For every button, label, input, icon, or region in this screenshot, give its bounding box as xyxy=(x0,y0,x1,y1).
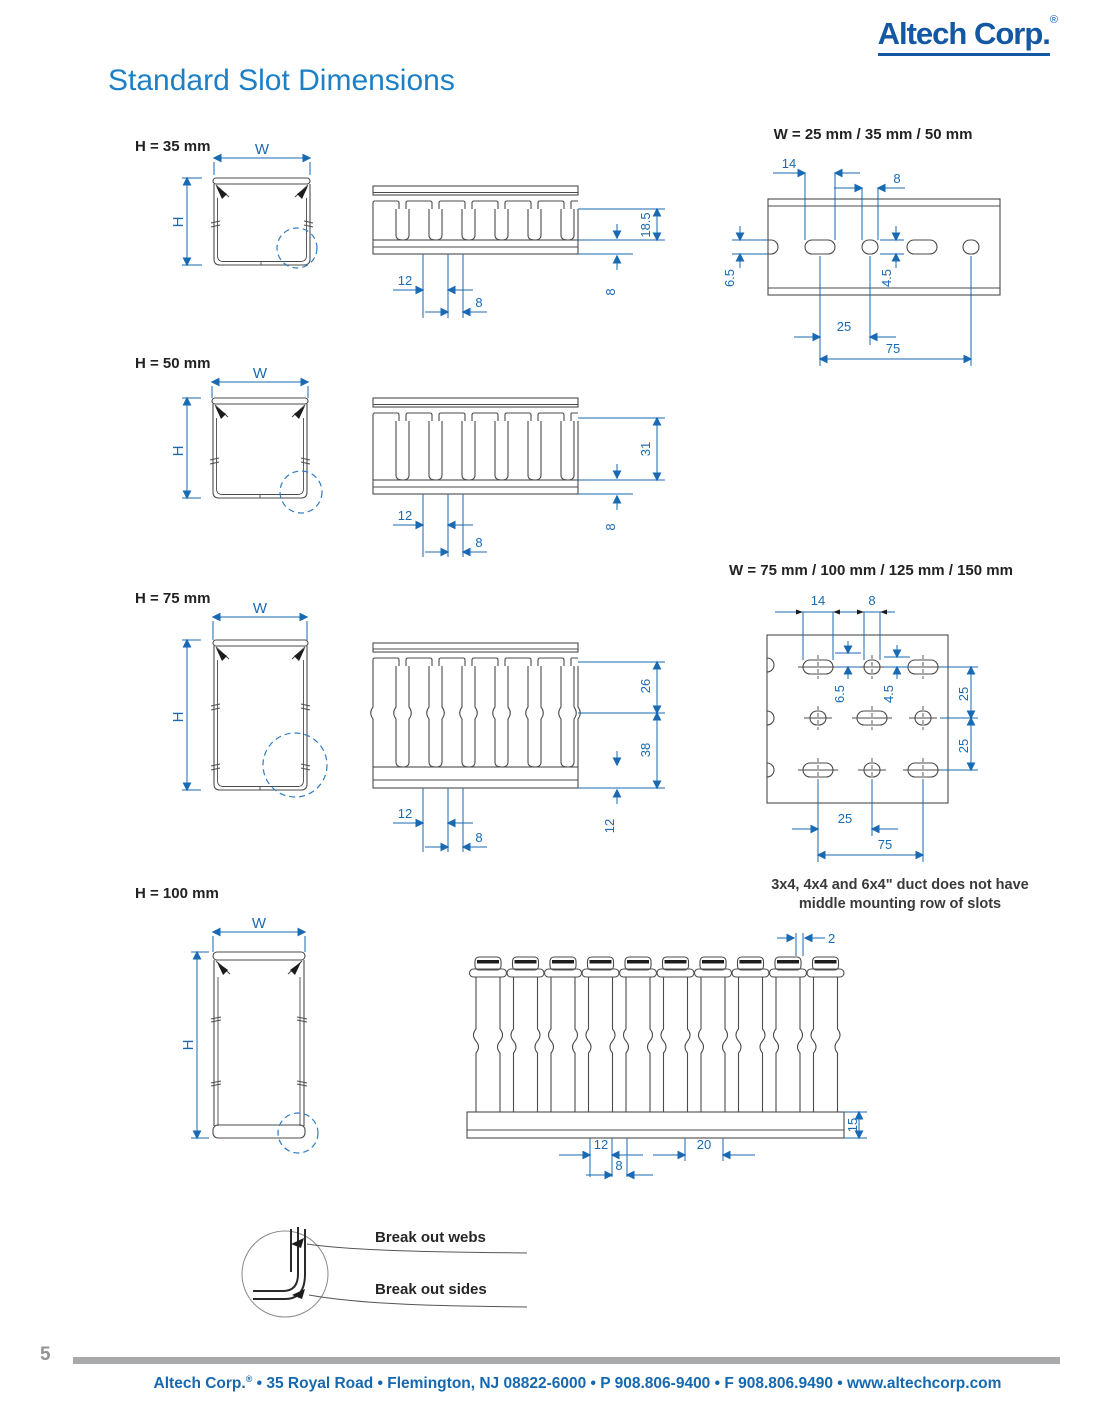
dim-8-base: 8 xyxy=(603,523,618,531)
dim-25-pitch: 25 xyxy=(837,811,853,826)
dim-4-5: 4.5 xyxy=(881,684,896,704)
breakout-detail xyxy=(235,1220,565,1332)
dim-8: 8 xyxy=(893,171,901,186)
section-label-h50: H = 50 mm xyxy=(135,355,211,372)
h-dim-label: H xyxy=(170,445,187,457)
duct-profile xyxy=(211,640,310,790)
detail-circle xyxy=(263,733,327,797)
registered-mark: ® xyxy=(1049,14,1058,26)
section-label-h75: H = 75 mm xyxy=(135,590,211,607)
breakout-sides-label: Break out sides xyxy=(375,1281,487,1298)
dim-25-row1: 25 xyxy=(956,686,971,702)
dim-8: 8 xyxy=(615,1158,623,1173)
side-profile-h75 xyxy=(365,630,675,855)
comb-profile xyxy=(373,186,578,254)
dim-8-base: 8 xyxy=(603,288,618,296)
dim-75-span: 75 xyxy=(877,837,893,852)
cross-section-h35 xyxy=(170,141,345,305)
corner-profile xyxy=(253,1227,305,1299)
h-dim-label: H xyxy=(170,711,187,723)
dim-6-5: 6.5 xyxy=(832,684,847,704)
footer-contact-text: • 35 Royal Road • Flemington, NJ 08822-6000 • P 908.806-9400 • F 908.806.9490 • www.altechcorp.com xyxy=(252,1375,1002,1393)
detail-circle xyxy=(242,1231,328,1317)
dim-12-pitch: 12 xyxy=(397,806,413,821)
dim-31: 31 xyxy=(638,441,653,457)
dim-15: 15 xyxy=(845,1117,860,1133)
logo-text: Altech Corp. xyxy=(878,16,1050,56)
rail-dimensions xyxy=(722,156,971,366)
comb-profile xyxy=(371,643,581,788)
dim-25: 25 xyxy=(836,319,852,334)
w-dim-label: W xyxy=(254,141,270,158)
dim-12-base: 12 xyxy=(602,818,617,834)
plate-note xyxy=(740,876,1060,914)
detail-circle xyxy=(277,228,317,268)
h-dim-label: H xyxy=(170,216,187,228)
section-label-h100: H = 100 mm xyxy=(135,885,219,902)
side-dimensions xyxy=(393,662,665,852)
side-profile-h35 xyxy=(365,180,675,325)
section-label-h35: H = 35 mm xyxy=(135,138,211,155)
duct-profile xyxy=(211,952,307,1138)
dim-14: 14 xyxy=(810,593,826,608)
duct-profile xyxy=(211,178,313,265)
side-profile-h100 xyxy=(455,925,875,1185)
plate-note-line1: 3x4, 4x4 and 6x4" duct does not have xyxy=(771,877,1029,893)
dim-18-5: 18.5 xyxy=(638,212,653,238)
rail-large-title: W = 75 mm / 100 mm / 125 mm / 150 mm xyxy=(729,562,1013,579)
company-logo xyxy=(878,16,1058,56)
comb-profile xyxy=(373,398,578,494)
w-dim-label: W xyxy=(252,600,268,617)
dim-8: 8 xyxy=(868,593,876,608)
dim-12-pitch: 12 xyxy=(397,508,413,523)
dim-25-row2: 25 xyxy=(956,738,971,754)
comb-dimensions xyxy=(559,931,867,1177)
dim-75: 75 xyxy=(885,341,901,356)
page-number: 5 xyxy=(40,1344,51,1365)
dim-20: 20 xyxy=(696,1137,712,1152)
dim-6-5: 6.5 xyxy=(722,268,737,288)
dim-8-slot: 8 xyxy=(475,830,483,845)
duct-profile xyxy=(210,398,310,498)
side-dimensions xyxy=(393,209,665,318)
footer-reg: ® xyxy=(245,1374,253,1384)
footer-divider xyxy=(73,1357,1060,1364)
dim-12: 12 xyxy=(593,1137,609,1152)
page-title: Standard Slot Dimensions xyxy=(108,64,455,97)
footer-company: Altech Corp. xyxy=(153,1375,246,1393)
detail-circle xyxy=(278,1113,318,1153)
comb-profile xyxy=(467,957,844,1138)
dim-14: 14 xyxy=(781,156,797,171)
dim-38: 38 xyxy=(638,742,653,758)
dim-8-slot: 8 xyxy=(475,295,483,310)
detail-circle xyxy=(280,471,322,513)
plate-note-line2: middle mounting row of slots xyxy=(798,895,1002,912)
rail-small-title: W = 25 mm / 35 mm / 50 mm xyxy=(773,126,973,143)
dim-26: 26 xyxy=(638,678,653,694)
footer-contact xyxy=(70,1374,1085,1393)
cross-section-h50 xyxy=(170,365,345,540)
h-dim-label: H xyxy=(180,1039,197,1051)
w-dim-label: W xyxy=(251,915,267,932)
plate-body xyxy=(767,635,948,803)
mounting-rail-small xyxy=(700,150,1080,378)
side-profile-h50 xyxy=(365,395,675,565)
w-dim-label: W xyxy=(252,365,268,382)
dim-12-pitch: 12 xyxy=(397,273,413,288)
dim-2: 2 xyxy=(828,931,836,946)
dim-8-slot: 8 xyxy=(475,535,483,550)
breakout-webs-label: Break out webs xyxy=(375,1229,486,1246)
cross-section-h100 xyxy=(180,915,335,1163)
cross-section-h75 xyxy=(170,600,345,825)
side-dimensions xyxy=(393,418,665,557)
mounting-plate-large xyxy=(720,590,1060,866)
dim-4-5: 4.5 xyxy=(879,268,894,288)
